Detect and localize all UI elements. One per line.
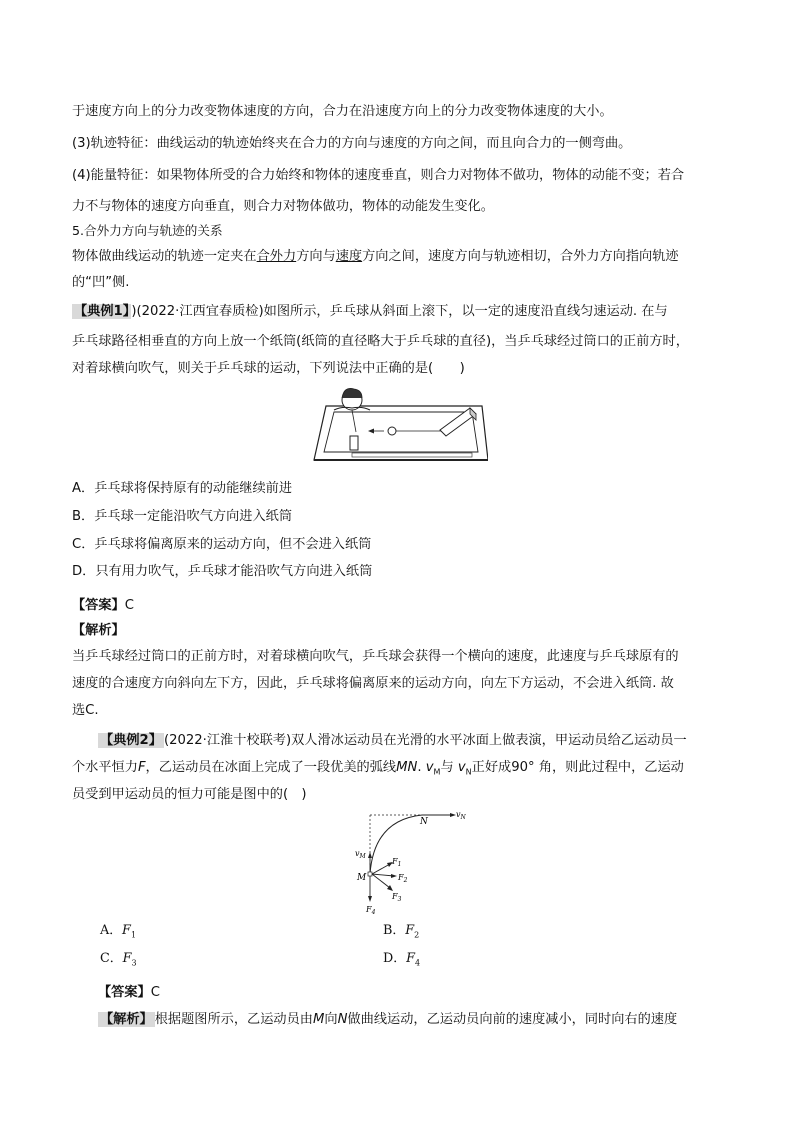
example1-option-b: B．乒乓球一定能沿吹气方向进入纸筒 — [72, 509, 293, 524]
example1-analysis-label: 【解析】 — [72, 623, 125, 638]
example2-answer — [98, 984, 160, 1002]
example2-option-c — [100, 950, 137, 973]
q2-text-d: 与 — [440, 760, 458, 775]
option-a-var: F — [122, 923, 131, 938]
label-m: M — [357, 873, 367, 883]
section-heading-5: 5.合外力方向与轨迹的关系 — [72, 223, 223, 238]
option-c-var: F — [122, 951, 132, 966]
ruler — [352, 453, 472, 457]
q2-text-b: ，乙运动员在冰面上完成了一段优美的弧线 — [145, 760, 397, 775]
analysis2-var-m: M — [313, 1012, 325, 1027]
blow-line — [352, 410, 356, 432]
option-b-var: F — [405, 923, 415, 938]
example1-answer — [72, 597, 134, 615]
label-vn: $v_N$ — [456, 810, 466, 821]
analysis2-a: 根据题图所示，乙运动员由 — [154, 1012, 313, 1027]
option-d-letter: D． — [383, 951, 407, 966]
body-line-4: 力不与物体的速度方向垂直，则合力对物体做功，物体的动能发生变化。 — [72, 199, 494, 214]
vm-arrow-head — [368, 852, 372, 858]
q2-vm-sub: M — [433, 767, 441, 777]
example1-q1: )(2022·江西宜春质检)如图所示，乒乓球从斜面上滚下，以一定的速度沿直线匀速运动. 在与 — [131, 304, 668, 319]
analysis2-var-n: N — [337, 1012, 348, 1027]
person-hair — [342, 388, 362, 398]
q2-vn: v — [457, 760, 466, 775]
option-b-sub: 2 — [414, 930, 420, 940]
f2-arrow — [372, 874, 394, 876]
example1-analysis-2: 速度的合速度方向斜向左下方，因此，乒乓球将偏离原来的运动方向，向左下方运动，不会进入纸筒. 故 — [72, 676, 674, 691]
label-n: N — [420, 817, 428, 827]
q2-vn-sub: N — [465, 767, 472, 777]
body-line-6 — [72, 248, 679, 266]
pingpong-figure — [312, 380, 488, 466]
example1-analysis-1: 当乒乓球经过筒口的正前方时，对着球横向吹气，乒乓球会获得一个横向的速度，此速度与乒乓球原有的 — [72, 649, 679, 664]
table-inner — [324, 412, 478, 452]
q2-var-mn: MN — [396, 760, 418, 775]
option-c-sub: 3 — [131, 958, 137, 968]
label-f4: $F_4$ — [366, 905, 376, 916]
q2-vm: v — [425, 760, 434, 775]
answer2-value: C — [150, 985, 160, 1000]
body-line-7: 的“凹”侧. — [72, 275, 130, 290]
answer-label: 【答案】 — [72, 598, 125, 613]
label-f2: $F_2$ — [398, 873, 408, 884]
example1-question-line-1 — [72, 303, 668, 321]
analysis2-c: 做曲线运动，乙运动员向前的速度减小，同时向右的速度 — [347, 1012, 678, 1027]
option-c-letter: C． — [100, 951, 123, 966]
option-b-letter: B． — [383, 923, 406, 938]
q2-var-f: F — [137, 760, 146, 775]
f2-arrow-head — [391, 874, 397, 878]
example1-analysis-3: 选C. — [72, 703, 99, 718]
label-f1: $F_1$ — [392, 857, 402, 868]
answer-value: C — [124, 598, 134, 613]
paper-tube — [350, 436, 358, 450]
answer2-label: 【答案】 — [98, 985, 151, 1000]
example1-option-a: A．乒乓球将保持原有的动能继续前进 — [72, 481, 293, 496]
body-line-3: (4)能量特征：如果物体所受的合力始终和物体的速度垂直，则合力对物体不做功，物体的动能不变；若合 — [72, 168, 685, 183]
q2-text-c: . — [417, 760, 426, 775]
example2-option-a — [100, 922, 136, 945]
example1-option-c: C．乒乓球将偏离原来的运动方向，但不会进入纸筒 — [72, 537, 372, 552]
label-vm: $v_M$ — [355, 849, 366, 860]
underline-force: 合外力 — [256, 249, 297, 264]
option-d-var: F — [406, 951, 415, 966]
example2-question-line-2 — [72, 759, 684, 782]
skating-figure — [352, 806, 502, 916]
body-line-6-b: 方向与 — [296, 249, 336, 264]
label-f3: $F_3$ — [392, 892, 402, 903]
example1-tag: 【典例1】 — [74, 304, 130, 319]
example2-option-d — [383, 950, 420, 973]
body-line-6-c: 方向之间，速度方向与轨迹相切，合外力方向指向轨迹 — [362, 249, 679, 264]
example2-q1: (2022·江淮十校联考)双人滑冰运动员在光滑的水平冰面上做表演，甲运动员给乙运动员一 — [163, 733, 687, 748]
f1-arrow — [372, 864, 390, 874]
example1-question-line-2: 乒乓球路径相垂直的方向上放一个纸筒(纸筒的直径略大于乒乓球的直径)，当乒乓球经过筒口的正前方时， — [72, 334, 689, 349]
example2-tag: 【典例2】 — [100, 733, 162, 748]
f4-arrow-head — [368, 896, 372, 902]
example2-option-b — [383, 922, 419, 945]
example1-question-line-3: 对着球横向吹气，则关于乒乓球的运动，下列说法中正确的是( ) — [72, 361, 465, 376]
q2-text-a: 个水平恒力 — [72, 760, 138, 775]
analysis2-label: 【解析】 — [100, 1012, 153, 1027]
example2-analysis-line-1 — [98, 1011, 677, 1029]
option-a-sub: 1 — [130, 930, 137, 940]
underline-velocity: 速度 — [335, 249, 363, 264]
option-d-sub: 4 — [414, 958, 421, 968]
ball-arrow-head — [368, 429, 374, 434]
q2-text-e: 正好成90° 角，则此过程中，乙运动 — [471, 760, 684, 775]
body-line-1: 于速度方向上的分力改变物体速度的方向，合力在沿速度方向上的分力改变物体速度的大小。 — [72, 104, 613, 119]
example2-question-line-1 — [98, 732, 687, 750]
example1-option-d: D．只有用力吹气，乒乓球才能沿吹气方向进入纸筒 — [72, 564, 373, 579]
analysis2-b: 向 — [324, 1012, 338, 1027]
body-line-2: (3)轨迹特征：曲线运动的轨迹始终夹在合力的方向与速度的方向之间，而且向合力的一侧弯曲。 — [72, 136, 632, 151]
pingpong-ball — [388, 427, 396, 435]
example2-question-line-3: 员受到甲运动员的恒力可能是图中的( ) — [72, 787, 307, 802]
option-a-letter: A． — [100, 923, 123, 938]
f3-arrow — [372, 874, 390, 888]
body-line-6-a: 物体做曲线运动的轨迹一定夹在 — [72, 249, 257, 264]
point-m-marker — [368, 872, 372, 876]
